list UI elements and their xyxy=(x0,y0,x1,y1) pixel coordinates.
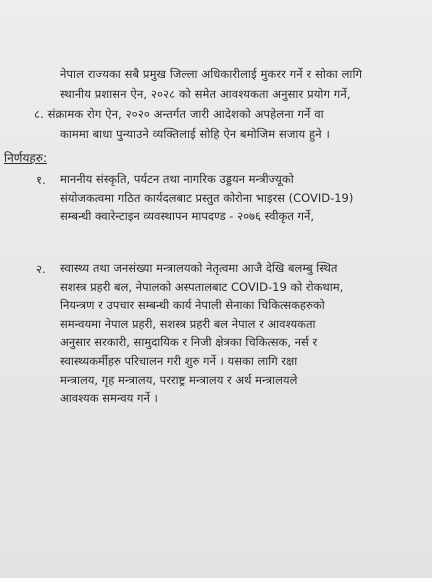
decision-2-line-4: समन्वयमा नेपाल प्रहरी, सशस्त्र प्रहरी बल नेपाल र आवश्यकता xyxy=(60,316,316,331)
decision-1-line-2: संयोजकत्वमा गठित कार्यदलबाट प्रस्तुत कोरोना भाइरस (COVID-19) xyxy=(60,190,354,205)
decision-2-line-1: स्वास्थ्य तथा जनसंख्या मन्त्रालयको नेतृत्वमा आजै देखि बलम्बु स्थित xyxy=(60,261,338,275)
decision-2-line-5: अनुसार सरकारी, सामुदायिक र निजी क्षेत्रका चिकित्सक, नर्स र xyxy=(60,335,318,350)
decision-2-line-3: नियन्त्रण र उपचार सम्बन्धी कार्य नेपाली सेनाका चिकित्सकहरुको xyxy=(60,298,325,313)
decisions-heading: निर्णयहरु: xyxy=(4,151,47,165)
decision-1-line-3: सम्बन्धी क्वारेन्टाइन व्यवस्थापन मापदण्ड - २०७६ स्वीकृत गर्ने, xyxy=(60,209,315,224)
decision-1-number: १. xyxy=(36,173,46,187)
decision-1-line-1: माननीय संस्कृति, पर्यटन तथा नागरिक उड्डयन मन्त्रीज्यूको xyxy=(60,172,294,186)
decision-2-line-2: सशस्त्र प्रहरी बल, नेपालको अस्पतालबाट COVID-19 को रोकथाम, xyxy=(60,279,344,294)
intro-line-3: ८. संक्रामक रोग ऐन, २०२० अन्तर्गत जारी आदेशको अपहेलना गर्ने वा xyxy=(34,107,324,121)
decision-2-line-6: स्वास्थ्यकर्मीहरु परिचालन गरी शुरु गर्ने । यसका लागि रक्षा xyxy=(60,353,298,368)
intro-line-1: नेपाल राज्यका सबै प्रमुख जिल्ला अधिकारीलाई मुकरर गर्ने र सोका लागि xyxy=(60,67,363,81)
intro-line-2: स्थानीय प्रशासन ऐन, २०२८ को समेत आवश्यकता अनुसार प्रयोग गर्ने, xyxy=(60,87,351,101)
decision-2-line-7: मन्त्रालय, गृह मन्त्रालय, परराष्ट्र मन्त्रालय र अर्थ मन्त्रालयले xyxy=(60,372,298,387)
decision-1-text xyxy=(60,170,416,226)
decision-2-line-8: आवश्यक समन्वय गर्ने । xyxy=(60,391,158,406)
intro-line-4: काममा बाधा पुन्याउने व्यक्तिलाई सोहि ऐन बमोजिम सजाय हुने । xyxy=(60,127,330,141)
decision-2-text xyxy=(60,259,416,408)
decision-2-number: २. xyxy=(36,262,46,276)
